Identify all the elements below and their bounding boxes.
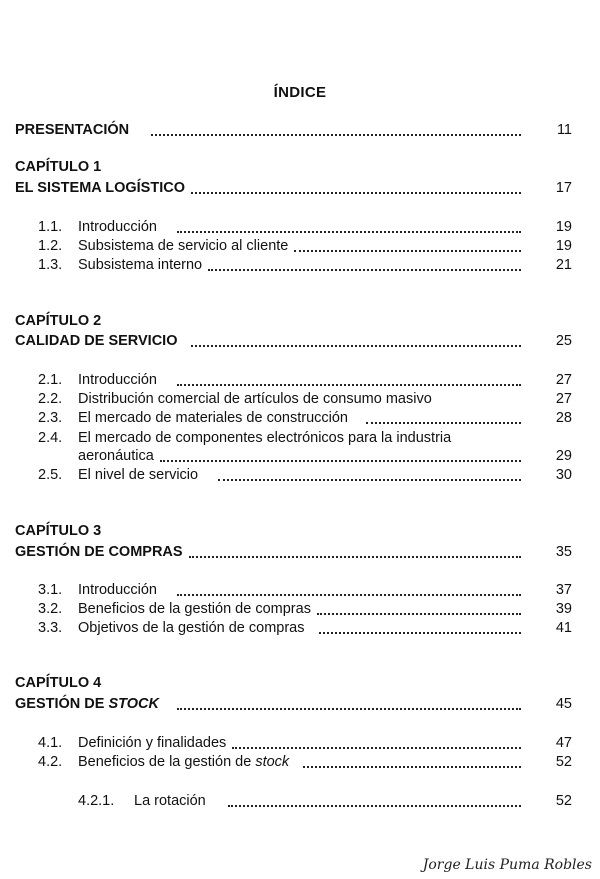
toc-entry[interactable] xyxy=(0,407,600,427)
leader-dots xyxy=(177,382,521,386)
toc-entry-label: aeronáutica xyxy=(78,448,154,464)
toc-entry-label: PRESENTACIÓN xyxy=(15,122,130,138)
author-signature: Jorge Luis Puma Robles xyxy=(422,857,592,873)
toc-entry-page: 37 xyxy=(555,582,572,598)
toc-entry[interactable] xyxy=(0,369,600,389)
toc-entry-number: 3.1. xyxy=(38,582,63,598)
toc-entry-number: 2.3. xyxy=(38,410,63,426)
chapter-title-emphasis: STOCK xyxy=(108,696,159,712)
toc-entry-label: Subsistema de servicio al cliente xyxy=(78,238,289,254)
leader-dots xyxy=(191,190,521,194)
toc-entry[interactable] xyxy=(0,235,600,255)
toc-entry[interactable] xyxy=(0,464,600,484)
toc-entry[interactable] xyxy=(0,579,600,599)
toc-entry-page: 19 xyxy=(555,219,572,235)
toc-entry-page: 21 xyxy=(555,257,572,273)
leader-dots xyxy=(177,592,521,596)
toc-entry-page: 19 xyxy=(555,238,572,254)
leader-dots xyxy=(303,764,521,768)
toc-entry-page: 27 xyxy=(555,372,572,388)
toc-subentry[interactable] xyxy=(0,790,600,810)
toc-entry-page: 28 xyxy=(555,410,572,426)
toc-entry-label: Distribución comercial de artículos de consumo masivo xyxy=(78,391,432,407)
toc-entry-label: Beneficios de la gestión de compras xyxy=(78,601,311,617)
toc-entry-number: 3.3. xyxy=(38,620,63,636)
toc-entry[interactable] xyxy=(0,427,600,447)
toc-entry-label: El mercado de materiales de construcción xyxy=(78,410,348,426)
toc-entry-label: EL SISTEMA LOGÍSTICO xyxy=(15,180,185,196)
toc-entry-chapter-2[interactable] xyxy=(0,330,600,350)
toc-entry-chapter-4[interactable] xyxy=(0,693,600,713)
toc-entry[interactable] xyxy=(0,598,600,618)
leader-dots xyxy=(208,267,521,271)
toc-entry-page: 29 xyxy=(555,448,572,464)
leader-dots xyxy=(228,803,521,807)
leader-dots xyxy=(189,554,521,558)
toc-entry-page: 35 xyxy=(555,544,572,560)
toc-entry-number: 2.2. xyxy=(38,391,63,407)
toc-entry-number: 4.2. xyxy=(38,754,63,770)
leader-dots xyxy=(160,458,521,462)
leader-dots xyxy=(191,343,521,347)
toc-entry[interactable] xyxy=(0,254,600,274)
toc-entry-page: 47 xyxy=(555,735,572,751)
toc-entry-number: 4.2.1. xyxy=(78,793,115,809)
toc-entry-label: Introducción xyxy=(78,582,157,598)
toc-entry-page: 39 xyxy=(555,601,572,617)
toc-entry-page: 52 xyxy=(555,793,572,809)
toc-entry-label xyxy=(78,753,289,771)
chapter-heading: CAPÍTULO 1 xyxy=(15,159,102,175)
toc-entry[interactable] xyxy=(0,388,600,408)
toc-entry-page: 45 xyxy=(555,696,572,712)
chapter-heading: CAPÍTULO 3 xyxy=(15,523,102,539)
toc-entry-number: 1.3. xyxy=(38,257,63,273)
toc-entry-page: 25 xyxy=(555,333,572,349)
toc-entry-emphasis: stock xyxy=(255,754,290,770)
toc-entry-number: 2.5. xyxy=(38,467,63,483)
toc-entry-presentacion[interactable] xyxy=(0,119,600,139)
toc-entry-number: 2.4. xyxy=(38,430,63,446)
toc-entry-page: 52 xyxy=(555,754,572,770)
leader-dots xyxy=(294,248,521,252)
toc-entry-page: 17 xyxy=(555,180,572,196)
toc-entry-number: 1.2. xyxy=(38,238,63,254)
toc-entry-page: 30 xyxy=(555,467,572,483)
leader-dots xyxy=(218,477,521,481)
toc-entry-label: Definición y finalidades xyxy=(78,735,227,751)
toc-entry-label: La rotación xyxy=(134,793,206,809)
toc-entry-label: Introducción xyxy=(78,219,157,235)
leader-dots xyxy=(317,611,521,615)
leader-dots xyxy=(151,132,521,136)
toc-entry-label: GESTIÓN DE COMPRAS xyxy=(15,544,183,560)
toc-entry-label xyxy=(15,695,159,713)
toc-entry-label: El mercado de componentes electrónicos para la industria xyxy=(78,430,452,446)
leader-dots xyxy=(177,706,521,710)
toc-entry-number: 3.2. xyxy=(38,601,63,617)
leader-dots xyxy=(232,745,521,749)
toc-entry-continuation[interactable] xyxy=(0,445,600,465)
page-title: ÍNDICE xyxy=(273,84,327,101)
leader-dots xyxy=(366,420,521,424)
chapter-title-text: GESTIÓN DE xyxy=(15,696,109,712)
toc-entry-label: El nivel de servicio xyxy=(78,467,199,483)
toc-entry-chapter-1[interactable] xyxy=(0,177,600,197)
toc-entry[interactable] xyxy=(0,617,600,637)
leader-dots xyxy=(319,630,522,634)
toc-entry[interactable] xyxy=(0,732,600,752)
toc-entry-page: 41 xyxy=(555,620,572,636)
chapter-heading: CAPÍTULO 4 xyxy=(15,675,102,691)
toc-entry-label: CALIDAD DE SERVICIO xyxy=(15,333,178,349)
toc-entry-page: 11 xyxy=(556,122,572,138)
toc-entry-label: Objetivos de la gestión de compras xyxy=(78,620,305,636)
toc-entry-number: 1.1. xyxy=(38,219,63,235)
toc-entry[interactable] xyxy=(0,216,600,236)
leader-dots xyxy=(177,229,521,233)
toc-entry-label: Subsistema interno xyxy=(78,257,203,273)
toc-entry-chapter-3[interactable] xyxy=(0,541,600,561)
chapter-heading: CAPÍTULO 2 xyxy=(15,313,102,329)
toc-entry-number: 4.1. xyxy=(38,735,63,751)
toc-entry-number: 2.1. xyxy=(38,372,63,388)
toc-entry[interactable] xyxy=(0,751,600,771)
toc-entry-page: 27 xyxy=(555,391,572,407)
toc-entry-text: Beneficios de la gestión de xyxy=(78,754,256,770)
toc-entry-label: Introducción xyxy=(78,372,157,388)
